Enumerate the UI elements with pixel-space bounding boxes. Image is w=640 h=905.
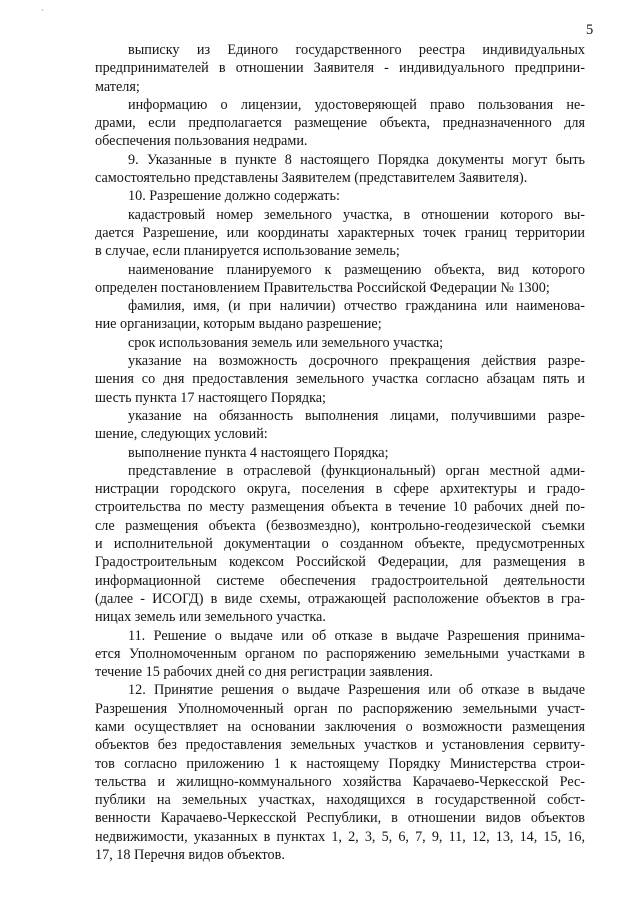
text-line: драми, если предполагается размещение объекта, предназначенного для bbox=[95, 115, 585, 132]
text-line: определен постановлением Правительства Российской Федерации № 1300; bbox=[95, 279, 550, 296]
text-line: шения со дня предоставления земельного участка согласно абзацам пять и bbox=[95, 371, 585, 388]
text-line: ется Уполномоченным органом по распоряжению земельными участками в bbox=[95, 645, 585, 662]
text-line: ницах земель или земельного участка. bbox=[95, 609, 326, 626]
text-line: Градостроительным кодексом Российской Федерации, для размещения в bbox=[95, 554, 585, 571]
text-line: течение 15 рабочих дней со дня регистрации заявления. bbox=[95, 664, 433, 681]
corner-mark: ` bbox=[41, 8, 44, 18]
text-line: сле размещения объекта (безвозмездно), контрольно-геодезической съемки bbox=[95, 517, 585, 534]
text-line: 12. Принятие решения о выдаче Разрешения или об отказе в выдаче bbox=[128, 682, 585, 699]
text-line: Разрешения Уполномоченный орган по распоряжению земельными участ- bbox=[95, 700, 585, 717]
document-body bbox=[95, 41, 585, 864]
text-line: строительства по месту размещения объекта в течение 10 рабочих дней по- bbox=[95, 499, 585, 516]
text-line: фамилия, имя, (и при наличии) отчество гражданина или наименова- bbox=[128, 298, 585, 315]
text-line: самостоятельно представлены Заявителем (представителем Заявителя). bbox=[95, 170, 528, 187]
text-line: выписку из Единого государственного реестра индивидуальных bbox=[128, 42, 585, 58]
text-line: шесть пункта 17 настоящего Порядка; bbox=[95, 389, 326, 406]
text-line: информацию о лицензии, удостоверяющей право пользования не- bbox=[128, 96, 585, 113]
text-line: ками осуществляет на основании заключения о возможности размещения bbox=[95, 718, 585, 735]
text-line: шение, следующих условий: bbox=[95, 426, 268, 443]
text-line: в случае, если планируется использование земель; bbox=[95, 243, 400, 260]
text-line: выполнение пункта 4 настоящего Порядка; bbox=[128, 444, 389, 461]
text-line: 17, 18 Перечня видов объектов. bbox=[95, 847, 285, 864]
text-line: 11. Решение о выдаче или об отказе в выдаче Разрешения принима- bbox=[128, 627, 585, 644]
text-line: объектов без предоставления земельных участков и установления сервиту- bbox=[95, 737, 585, 754]
text-line: ние организации, которым выдано разрешение; bbox=[95, 316, 382, 333]
text-line: мателя; bbox=[95, 78, 140, 95]
text-line: дается Разрешение, или координаты характерных точек границ территории bbox=[95, 224, 585, 241]
text-line: публики на земельных участках, находящихся в государственной собст- bbox=[95, 792, 585, 809]
text-line: кадастровый номер земельного участка, в отношении которого вы- bbox=[128, 206, 585, 223]
text-line: недвижимости, указанных в пунктах 1, 2, 3, 5, 6, 7, 9, 11, 12, 13, 14, 15, 16, bbox=[95, 828, 585, 845]
text-line: (далее - ИСОГД) в виде схемы, отражающей расположение объектов в гра- bbox=[95, 590, 585, 607]
text-line: нистрации городского округа, поселения в сфере архитектуры и градо- bbox=[95, 481, 585, 498]
text-line: тов согласно приложению 1 к настоящему Порядку Министерства строи- bbox=[95, 755, 585, 772]
text-line: и исполнительной документации о созданном объекте, предусмотренных bbox=[95, 536, 585, 553]
page-number: 5 bbox=[586, 22, 594, 38]
text-line: срок использования земель или земельного участка; bbox=[128, 334, 444, 351]
text-line: информационной системе обеспечения градостроительной деятельности bbox=[95, 572, 585, 589]
text-line: указание на обязанность выполнения лицами, получившими разре- bbox=[128, 407, 585, 424]
text-line: 10. Разрешение должно содержать: bbox=[128, 188, 340, 205]
text-line: обеспечения пользования недрами. bbox=[95, 133, 308, 150]
text-line: представление в отраслевой (функциональный) орган местной адми- bbox=[128, 462, 585, 479]
text-line: наименование планируемого к размещению объекта, вид которого bbox=[128, 261, 585, 278]
text-line: 9. Указанные в пункте 8 настоящего Порядка документы могут быть bbox=[128, 151, 585, 168]
text-line: предпринимателей в отношении Заявителя - индивидуального предприни- bbox=[95, 60, 585, 77]
text-line: указание на возможность досрочного прекращения действия разре- bbox=[128, 353, 585, 370]
text-line: тельства и жилищно-коммунального хозяйства Карачаево-Черкесской Рес- bbox=[95, 773, 585, 790]
text-line: венности Карачаево-Черкесской Республики, в отношении видов объектов bbox=[95, 810, 585, 827]
